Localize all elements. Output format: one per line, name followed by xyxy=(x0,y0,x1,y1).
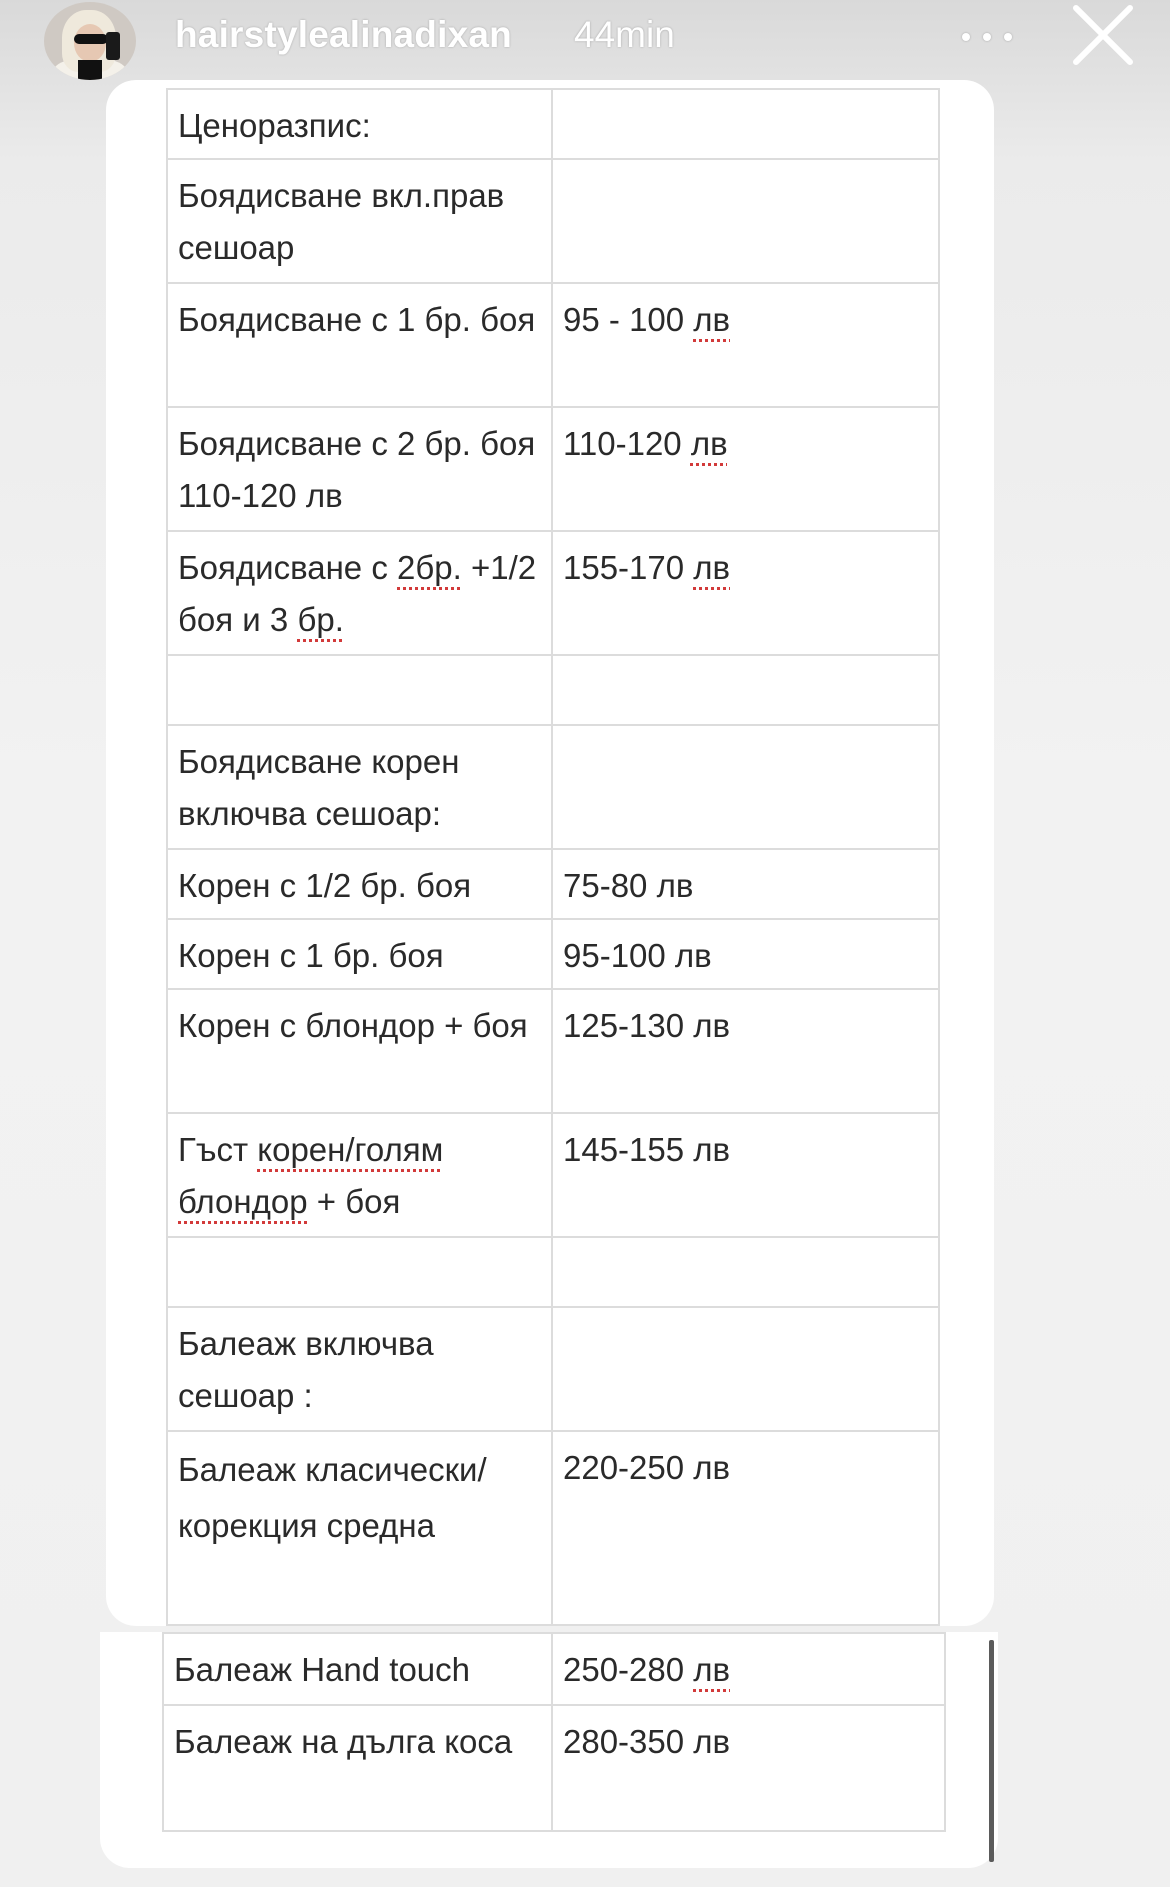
word: лв xyxy=(693,301,731,338)
service-cell: Боядисване с 1 бр. боя xyxy=(167,283,552,407)
story-header xyxy=(0,0,1170,80)
service-cell: Балеаж включва сешоар : xyxy=(167,1307,552,1431)
table-row xyxy=(163,1633,945,1705)
price-list-table xyxy=(166,88,940,1626)
table-row xyxy=(167,283,939,407)
price-list-table-lower xyxy=(162,1632,946,1832)
word: с xyxy=(371,549,388,586)
word: боя xyxy=(345,1183,401,1220)
word: 110-120 xyxy=(563,425,682,462)
price-cell: 220-250 лв xyxy=(552,1431,939,1625)
table-row xyxy=(167,1237,939,1307)
word: 155-170 xyxy=(563,549,685,586)
price-cell: 280-350 лв xyxy=(552,1705,945,1831)
table-row xyxy=(167,1431,939,1625)
story-time: 44min xyxy=(574,14,675,55)
price-cell xyxy=(552,159,939,283)
word: - xyxy=(608,301,620,338)
story-username[interactable]: hairstylealinadixan xyxy=(175,14,512,55)
word: Боядисване xyxy=(178,549,363,586)
word: 95 xyxy=(563,301,600,338)
service-cell: Корен с 1/2 бр. боя xyxy=(167,849,552,919)
word: лв xyxy=(690,425,728,462)
service-cell: Корен с 1 бр. боя xyxy=(167,919,552,989)
word: лв xyxy=(693,549,731,586)
price-cell: 125-130 лв xyxy=(552,989,939,1113)
service-cell: Балеаж класически/ корекция средна xyxy=(167,1431,552,1625)
table-row xyxy=(167,159,939,283)
price-cell: 145-155 лв xyxy=(552,1113,939,1237)
table-row xyxy=(167,989,939,1113)
table-row xyxy=(167,849,939,919)
word: + xyxy=(316,1183,337,1220)
word: 2бр. xyxy=(397,549,462,586)
service-cell: Боядисване корен включва сешоар: xyxy=(167,725,552,849)
table-row xyxy=(167,531,939,655)
word: боя xyxy=(178,601,234,638)
table-row xyxy=(167,725,939,849)
price-cell xyxy=(552,725,939,849)
price-cell xyxy=(552,655,939,725)
price-cell xyxy=(552,1237,939,1307)
word: Гъст xyxy=(178,1131,249,1168)
close-icon[interactable] xyxy=(1072,4,1134,66)
word: лв xyxy=(693,1651,731,1688)
word: 100 xyxy=(629,301,685,338)
service-cell xyxy=(167,531,552,655)
more-dots-icon[interactable] xyxy=(960,16,1016,56)
word: блондор xyxy=(178,1183,308,1220)
scrollbar[interactable] xyxy=(989,1640,994,1862)
table-row xyxy=(167,89,939,159)
price-cell xyxy=(552,407,939,531)
avatar[interactable] xyxy=(44,2,136,80)
service-cell: Ценоразпис: xyxy=(167,89,552,159)
service-cell: Боядисване с 2 бр. боя 110-120 лв xyxy=(167,407,552,531)
word: 3 xyxy=(269,601,289,638)
price-cell: 75-80 лв xyxy=(552,849,939,919)
price-cell xyxy=(552,1307,939,1431)
service-cell: Балеаж Hand touch xyxy=(163,1633,552,1705)
service-cell xyxy=(167,1237,552,1307)
word: 250-280 xyxy=(563,1651,685,1688)
service-cell: Боядисване вкл.прав сешоар xyxy=(167,159,552,283)
table-row xyxy=(163,1705,945,1831)
service-cell xyxy=(167,655,552,725)
table-row xyxy=(167,1307,939,1431)
price-cell xyxy=(552,531,939,655)
price-cell xyxy=(552,1633,945,1705)
table-row xyxy=(167,919,939,989)
service-cell xyxy=(167,1113,552,1237)
price-cell: 95-100 лв xyxy=(552,919,939,989)
price-cell xyxy=(552,89,939,159)
word: +1/2 xyxy=(470,549,537,586)
word: корен/голям xyxy=(257,1131,444,1168)
table-row xyxy=(167,655,939,725)
table-row xyxy=(167,1113,939,1237)
price-cell xyxy=(552,283,939,407)
service-cell: Корен с блондор + боя xyxy=(167,989,552,1113)
service-cell: Балеаж на дълга коса xyxy=(163,1705,552,1831)
word: бр. xyxy=(297,601,344,638)
word: и xyxy=(242,601,261,638)
table-row xyxy=(167,407,939,531)
